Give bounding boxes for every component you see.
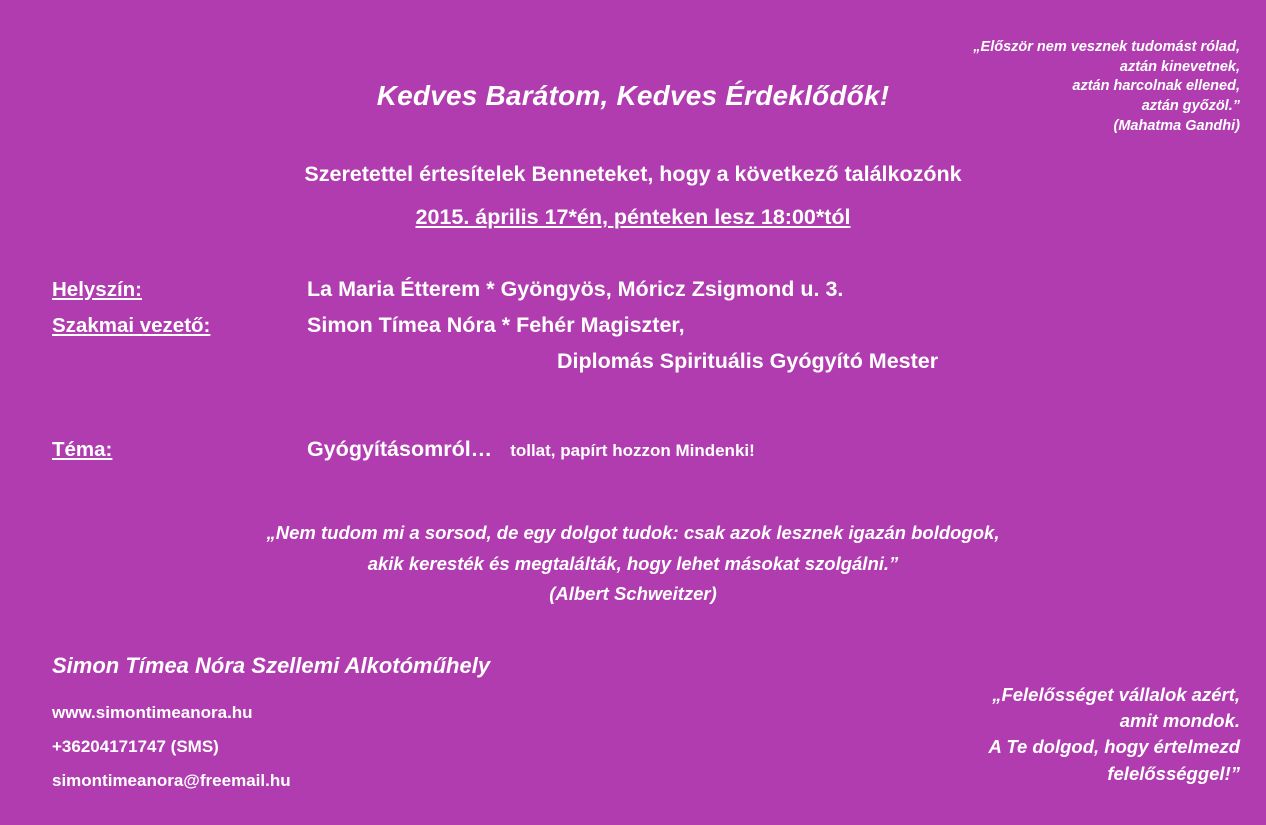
responsibility-quote-line-2: amit mondok. — [1119, 710, 1240, 732]
detail-value-leader: Simon Tímea Nóra * Fehér Magiszter, — [307, 313, 685, 337]
responsibility-quote-line-1: „Felelősséget vállalok azért, — [992, 683, 1240, 705]
topic-note: tollat, papírt hozzon Mindenki! — [510, 441, 755, 460]
detail-value-leader-title: Diplomás Spirituális Gyógyító Mester — [557, 349, 939, 373]
responsibility-quote-line-4: felelősséggel!” — [1107, 762, 1240, 784]
topic-value: Gyógyításomról… — [307, 437, 493, 461]
footer-phone[interactable]: +36204171747 (SMS) — [52, 737, 219, 756]
detail-value-venue: La Maria Étterem * Gyöngyös, Móricz Zsigmond u. 3. — [307, 277, 844, 301]
gandhi-quote-line-3: aztán harcolnak ellened, — [1072, 78, 1240, 95]
gandhi-quote-line-1: „Először nem vesznek tudomást rólad, — [973, 39, 1240, 55]
gandhi-quote-author: (Mahatma Gandhi) — [1113, 117, 1240, 134]
gandhi-quote-line-2: aztán kinevetnek, — [1119, 58, 1240, 75]
footer-contact — [52, 696, 291, 798]
detail-label-venue: Helyszín: — [52, 278, 142, 301]
topic-label: Téma: — [52, 438, 113, 461]
detail-row-leader — [52, 313, 1232, 338]
footer-email[interactable]: simontimeanora@freemail.hu — [52, 771, 291, 790]
gandhi-quote-line-4: aztán győzöl.” — [1141, 98, 1240, 115]
schweitzer-quote — [0, 518, 1266, 610]
detail-row-venue — [52, 277, 1232, 302]
invitation-line-1: Szeretettel értesítelek Benneteket, hogy a következő találkozónk — [304, 162, 962, 186]
detail-label-leader: Szakmai vezető: — [52, 314, 211, 337]
invitation-date-text: 2015. április 17*én, pénteken lesz 18:00*tól — [415, 205, 851, 229]
details-block — [52, 277, 1232, 374]
topic-block — [52, 437, 1232, 462]
footer-brand: Simon Tímea Nóra Szellemi Alkotóműhely — [52, 653, 491, 678]
responsibility-quote — [910, 682, 1240, 787]
page-title: Kedves Barátom, Kedves Érdeklődők! — [376, 80, 890, 111]
schweitzer-quote-line-1: „Nem tudom mi a sorsod, de egy dolgot tudok: csak azok lesznek igazán boldogok, — [266, 522, 1000, 543]
invitation-line-2 — [0, 205, 1266, 230]
schweitzer-quote-author: (Albert Schweitzer) — [549, 583, 717, 605]
footer-website[interactable]: www.simontimeanora.hu — [52, 703, 253, 722]
responsibility-quote-line-3: A Te dolgod, hogy értelmezd — [988, 736, 1240, 758]
schweitzer-quote-line-2: akik keresték és megtalálták, hogy lehet másokat szolgálni.” — [367, 552, 899, 574]
